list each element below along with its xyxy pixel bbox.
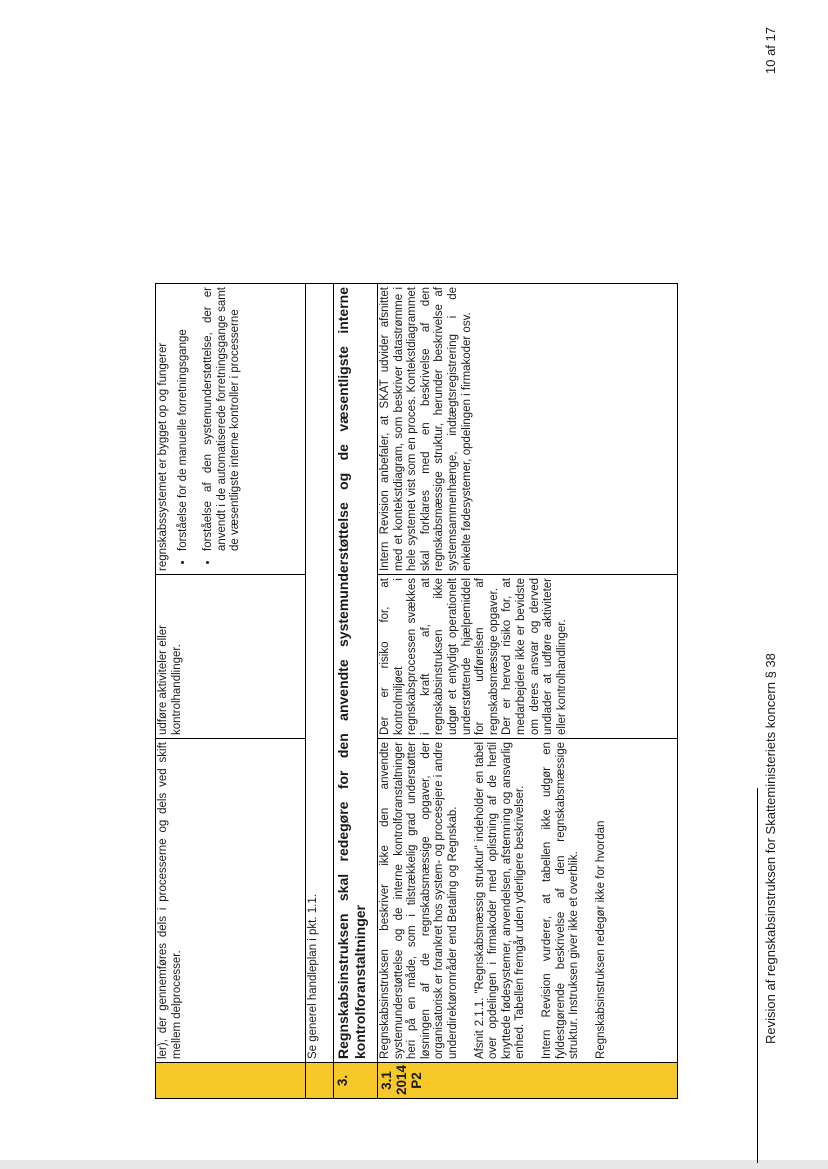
- list-item: • forståelse for de manuelle forretningsgange: [177, 287, 191, 551]
- finding-id: 3.1: [379, 1071, 394, 1090]
- finding-text: ler), der gennemføres dels i processerne og dels ved skift mellem delprocesser.: [157, 742, 183, 1059]
- finding-paragraph: Regnskabsinstruksen redegør ikke for hvordan: [594, 820, 607, 1059]
- recommendation-bullets: [177, 287, 243, 571]
- risk-text: udføre aktiviteler eller kontrolhandlinger.: [157, 625, 183, 735]
- table-row: [156, 284, 306, 1099]
- section-heading-row: [334, 284, 378, 1099]
- finding-cell: [378, 739, 678, 1063]
- id-cell-empty: [156, 1063, 306, 1099]
- recommendation-cell: [378, 284, 678, 575]
- footer-divider: [757, 788, 758, 1163]
- page-number: 10 af 17: [763, 27, 778, 74]
- risk-paragraph: Der er risiko for, at kontrolmiljøet i regnskabsprocessen svækkes i kraft af, at regnskabsinstruksen ikke udgør et entydigt operationelt understøttende hjælpemiddel for udførelsen af regnskabsmæssige opgaver.: [379, 578, 500, 735]
- finding-year: 2014: [394, 1064, 409, 1095]
- list-item: • forståelse af den systemunderstøttelse, der er anvendt i de automatiserede forretningsgange samt de væsentligste interne kontroller i processerne: [202, 287, 243, 551]
- finding-paragraph: Intern Revision vurderer, at tabellen ikke udgør en fyldestgørende beskrivelse af den regnskabsmæssige struktur. Instruksen giver ikke et overblik.: [540, 742, 581, 1059]
- finding-cell: [156, 739, 306, 1063]
- recommendation-intro: regnskabssystemet er bygget op og fungerer: [157, 342, 169, 571]
- plan-text: Se generel handleplan i pkt. 1.1.: [307, 894, 319, 1059]
- recommendation-cell: [156, 284, 306, 575]
- plan-cell: [306, 284, 334, 1063]
- footer-text: Revision af regnskabsinstruksen for Skatteministeriets koncern § 38: [763, 653, 778, 1044]
- risk-cell: [378, 575, 678, 739]
- table-row: [378, 284, 678, 1099]
- recommendation-text: Intern Revision anbefaler, at SKAT udvider afsnittet med et kontekstdiagram, som beskriver datastrømme i hele systemet vist som en proces. Kontekstdiagrammet skal forklares med en beskrivelse af den regnskabsmæssige struktur, herunder beskrivelse af systemsammenhænge, indtægtsregistrering i de enkelte fødesystemer, opdelingen i firmakoder osv.: [379, 287, 473, 571]
- finding-priority: P2: [409, 1072, 424, 1089]
- audit-findings-table: [155, 283, 678, 1099]
- table-row: [306, 284, 334, 1099]
- risk-cell: [156, 575, 306, 739]
- finding-paragraph: Regnskabsinstruksen beskriver ikke den anvendte systemunderstøttelse og de interne kontrolforanstaltninger heri på en måde, som i tilstrækkelig grad understøtter løsningen af de regnskabsmæssige opgaver, der organisatorisk er forankret hos system- og procesejere i andre underdirektørområder end Betaling og Regnskab.: [379, 742, 459, 1059]
- finding-id-cell: [378, 1063, 678, 1099]
- section-title: Regnskabsinstruksen skal redegøre for den anvendte systemunderstøttelse og de væsentligste interne kontrolforanstaltninger: [334, 284, 378, 1063]
- finding-paragraph: Afsnit 2.1.1. "Regnskabsmæssig struktur" indeholder en tabel over opdelingen i firmakoder med oplistning af de hertil knyttede fødesystemer, anvendelsen, afstemning og ansvarlig enhed. Tabellen fremgår uden yderligere beskrivelser.: [473, 742, 527, 1059]
- section-number: 3.: [334, 1063, 378, 1099]
- id-cell-empty: [306, 1063, 334, 1099]
- risk-paragraph: Der er herved risiko for, at medarbejdere ikke er bevidste om deres ansvar og derved undlader at udføre aktiviteter eller kontrolhandlinger.: [501, 578, 568, 735]
